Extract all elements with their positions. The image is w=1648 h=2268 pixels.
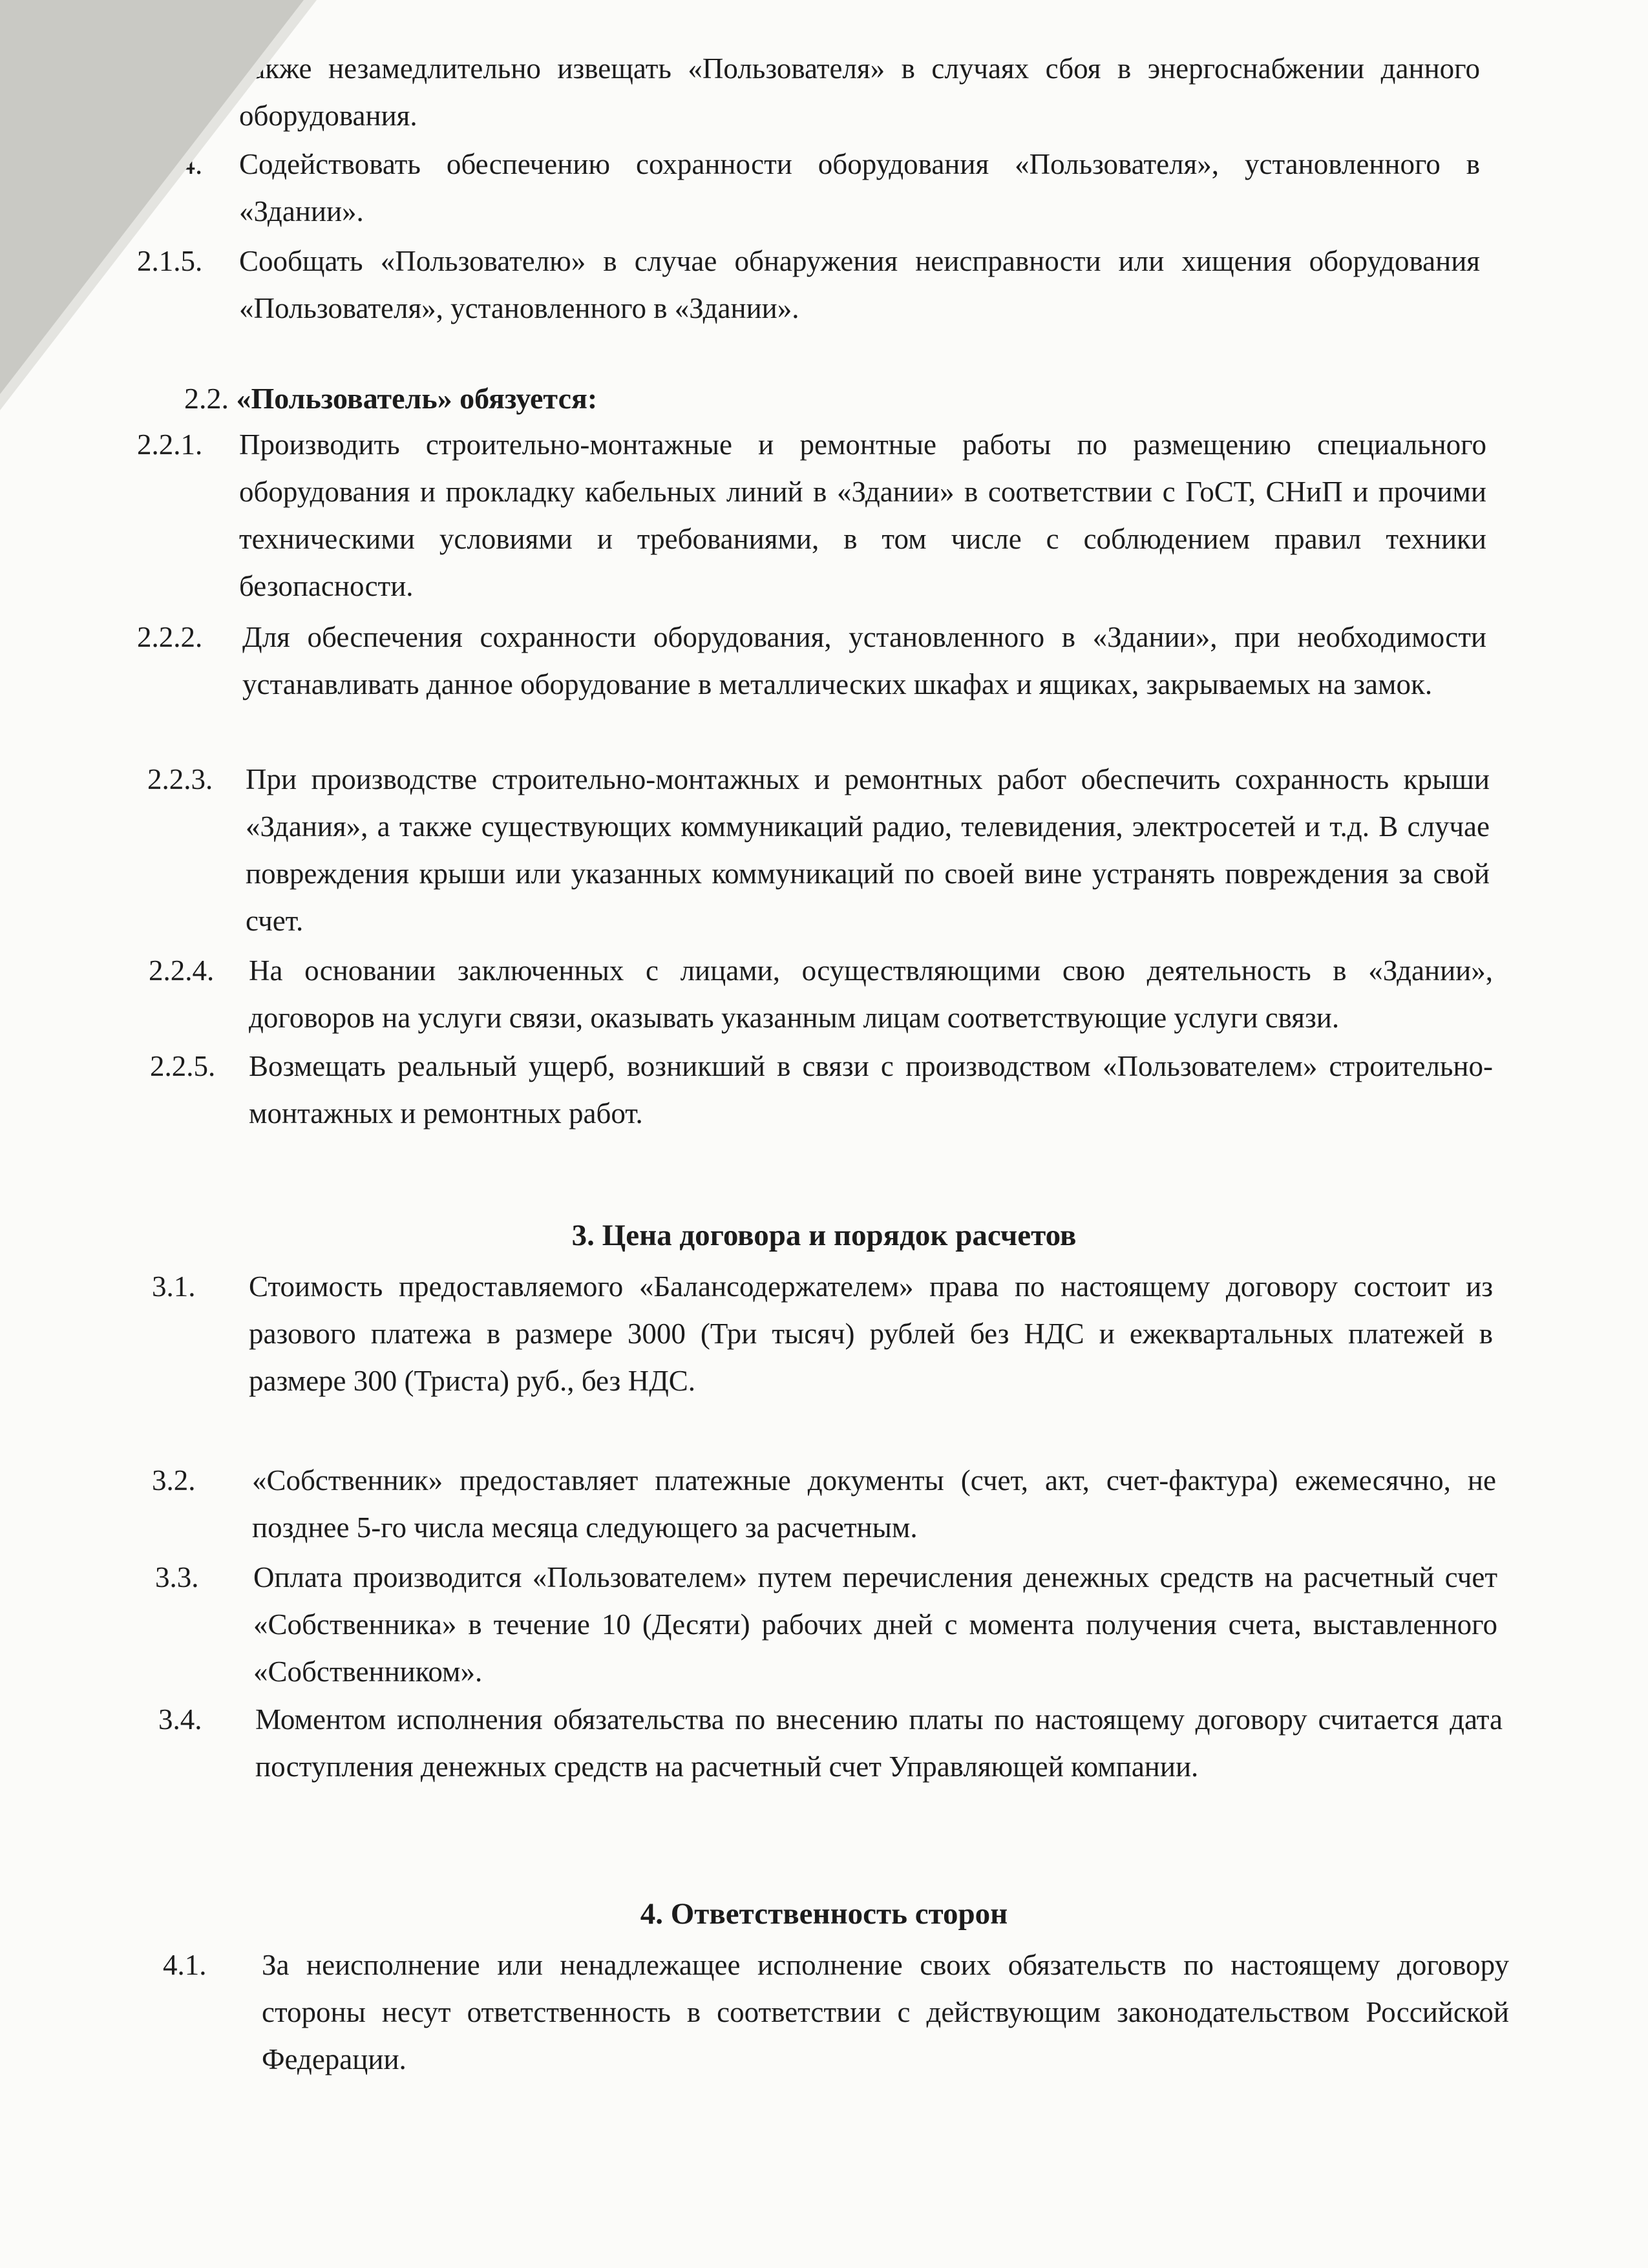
clause-text: Стоимость предоставляемого «Балансодержателем» права по настоящему договору состоит из разового платежа в размере 3000 (Три тысяч) рублей без НДС и ежеквартальных платежей в размере 300 (Триста) руб., без НДС. xyxy=(249,1270,1493,1397)
section-title: «Пользователь» обязуется: xyxy=(236,382,598,415)
clause-text: Содействовать обеспечению сохранности оборудования «Пользователя», установленного в «Здании». xyxy=(239,148,1480,227)
clause-text: Сообщать «Пользователю» в случае обнаружения неисправности или хищения оборудования «Пользователя», установленного в «Здании». xyxy=(239,245,1480,324)
clause-number: 2.1.5. xyxy=(137,245,203,277)
clause-text: Оплата производится «Пользователем» путем перечисления денежных средств на расчетный счет «Собственника» в течение 10 (Десяти) рабочих дней с момента получения счета, выставленного «Собственником». xyxy=(253,1561,1497,1688)
clause-number: 3.2. xyxy=(152,1464,196,1496)
clause-text: Для обеспечения сохранности оборудования, установленного в «Здании», при необходимости устанавливать данное оборудование в металлических шкафах и ящиках, закрываемых на замок. xyxy=(242,621,1486,700)
folded-corner xyxy=(0,0,304,394)
clause-text: Моментом исполнения обязательства по внесению платы по настоящему договору считается дата поступления денежных средств на расчетный счет Управляющей компании. xyxy=(255,1703,1503,1783)
clause-number: 2.1.4. xyxy=(137,148,203,180)
clause-number: 2.2.2. xyxy=(137,621,203,653)
clause-text: «Собственник» предоставляет платежные документы (счет, акт, счет-фактура) ежемесячно, не позднее 5-го числа месяца следующего за расчетным. xyxy=(252,1464,1496,1544)
clause-number: 2.2.4. xyxy=(149,954,215,987)
section-3-heading: 3. Цена договора и порядок расчетов xyxy=(571,1219,1077,1252)
clause-number: 3.3. xyxy=(155,1561,199,1593)
clause-text: За неисполнение или ненадлежащее исполнение своих обязательств по настоящему договору стороны несут ответственность в соответствии с действующим законодательством Российской Федерации. xyxy=(262,1949,1509,2075)
section-4-heading: 4. Ответственность сторон xyxy=(640,1897,1008,1931)
clause-number: 2.2.1. xyxy=(137,428,203,461)
section-number: 2.2. xyxy=(184,382,229,415)
clause-text: Возмещать реальный ущерб, возникший в связи с производством «Пользователем» строительно-монтажных и ремонтных работ. xyxy=(249,1050,1493,1129)
clause-number: 4.1. xyxy=(163,1949,207,1981)
clause-number: 3.4. xyxy=(158,1703,202,1736)
clause-text: также незамедлительно извещать «Пользователя» в случаях сбоя в энергоснабжении данного оборудования. xyxy=(239,52,1480,132)
clause-text: При производстве строительно-монтажных и ремонтных работ обеспечить сохранность крыши «Здания», а также существующих коммуникаций радио, телевидения, электросетей и т.д. В случае повреждения крыши или указанных коммуникаций по своей вине устранять повреждения за свой счет. xyxy=(246,763,1490,937)
clause-number: 3.1. xyxy=(152,1270,196,1303)
clause-number: 2.2.3. xyxy=(147,763,213,795)
clause-text: На основании заключенных с лицами, осуществляющими свою деятельность в «Здании», договоров на услуги связи, оказывать указанным лицам соответствующие услуги связи. xyxy=(249,954,1493,1034)
clause-number: 2.2.5. xyxy=(150,1050,216,1082)
clause-text: Производить строительно-монтажные и ремонтные работы по размещению специального оборудования и прокладку кабельных линий в «Здании» в соответствии с ГоСТ, СНиП и прочими техническими условиями и требованиями, в том числе с соблюдением правил техники безопасности. xyxy=(239,428,1486,602)
